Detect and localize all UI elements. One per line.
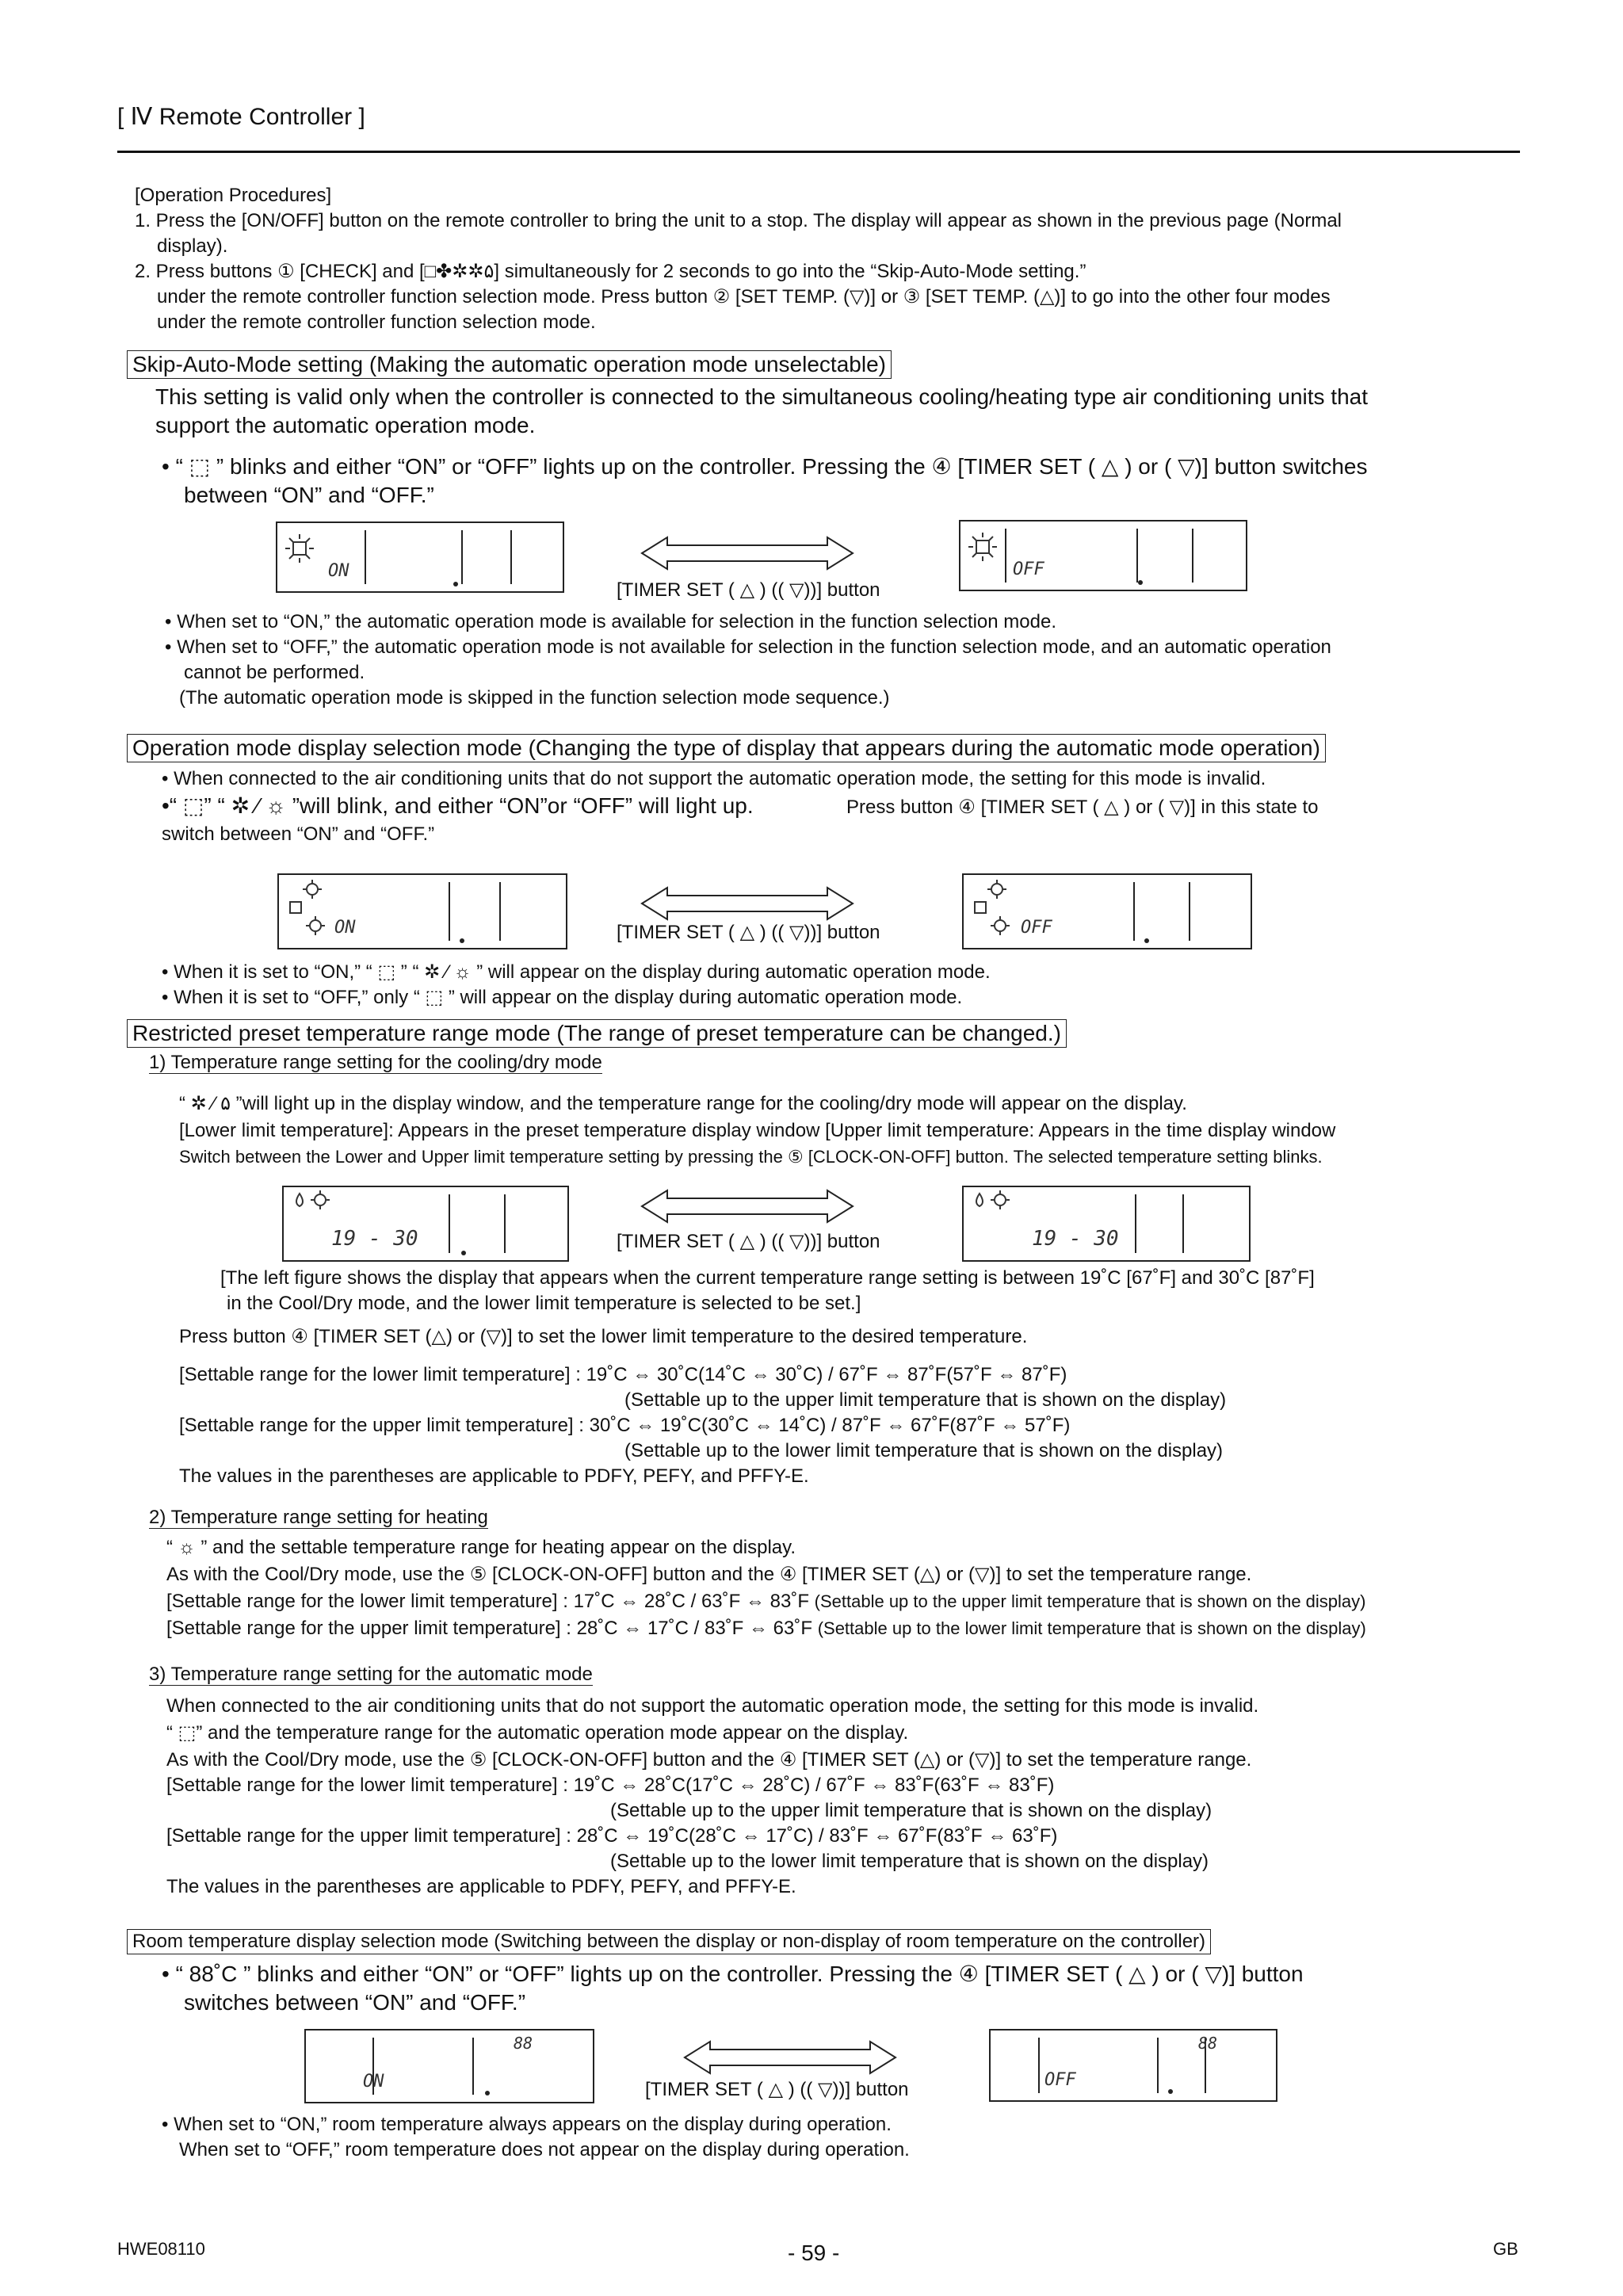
lcd-opmode-on: [277, 873, 567, 949]
cool-lower-range: [Settable range for the lower limit temperature] : 19˚C ⇔ 30˚C(14˚C ⇔ 30˚C) / 67˚F ⇔ 87˚F(57˚F ⇔ 87˚F): [179, 1364, 1067, 1385]
footer-doc-code: HWE08110: [117, 2239, 205, 2259]
restricted-line-3: Switch between the Lower and Upper limit temperature setting by pressing the ⑤ [CLOCK-ON-OFF] button. The selected temperature setting blinks.: [179, 1147, 1323, 1167]
room-temp-bullet-a: • “ 88˚C ” blinks and either “ON” or “OFF” lights up on the controller. Pressing the ④ [TIMER SET ( △ ) or ( ▽)] button: [162, 1962, 1304, 1986]
restricted-line-2: [Lower limit temperature]: Appears in the preset temperature display window [Upper limit temperature: Appears in the time display window: [179, 1120, 1336, 1141]
heat-line-1: “ ☼ ” and the settable temperature range for heating appear on the display.: [166, 1537, 796, 1558]
lcd-display-on: [276, 521, 564, 593]
auto-lower-range-note: (Settable up to the upper limit temperature that is shown on the display): [610, 1800, 1212, 1821]
heat-cool-auto-icon: [968, 878, 1016, 943]
footer-region: GB: [1493, 2239, 1518, 2259]
lcd-room-on-text: ON: [363, 2072, 384, 2092]
lcd-room-off: [989, 2029, 1277, 2102]
heat-line-2: As with the Cool/Dry mode, use the ⑤ [CLOCK-ON-OFF] button and the ④ [TIMER SET (△) or (▽)] to set the temperature range.: [166, 1564, 1252, 1585]
lcd-room-on: [304, 2029, 594, 2103]
lcd-room-temp-text: 88: [1198, 2034, 1218, 2053]
restricted-line-1: “ ✲ ⁄ ۵ ”will light up in the display window, and the temperature range for the cooling/dry mode will appear on the display.: [179, 1093, 1187, 1114]
auto-values-note: The values in the parentheses are applicable to PDFY, PEFY, and PFFY-E.: [166, 1876, 796, 1897]
switch-arrow: [683, 2040, 897, 2075]
auto-upper-range-note: (Settable up to the lower limit temperature that is shown on the display): [610, 1851, 1209, 1872]
op-mode-line-2a: •“ ⬚” “ ✲ ⁄ ☼ ”will blink, and either “ON”or “OFF” will light up.: [162, 793, 754, 818]
op-mode-line-3: switch between “ON” and “OFF.”: [162, 823, 435, 845]
room-temp-bullet-b: switches between “ON” and “OFF.”: [184, 1990, 526, 2015]
cool-lower-range-note: (Settable up to the upper limit temperature that is shown on the display): [624, 1389, 1227, 1411]
room-temp-note-2: When set to “OFF,” room temperature does not appear on the display during operation.: [179, 2139, 910, 2160]
auto-line-2: “ ⬚” and the temperature range for the automatic operation mode appear on the display.: [166, 1722, 909, 1744]
switch-arrow: [640, 536, 854, 571]
lcd-on-text: ON: [328, 561, 349, 581]
step-1-line-b: display).: [157, 235, 228, 257]
skip-auto-bullet-a: • “ ⬚ ” blinks and either “ON” or “OFF” lights up on the controller. Pressing the ④ [TIMER SET ( △ ) or ( ▽)] button switches: [162, 454, 1368, 479]
op-mode-line-2b: Press button ④ [TIMER SET ( △ ) or ( ▽)] in this state to: [846, 797, 1319, 818]
auto-lower-range: [Settable range for the lower limit temperature] : 19˚C ⇔ 28˚C(17˚C ⇔ 28˚C) / 67˚F ⇔ 83˚F(63˚F ⇔ 83˚F): [166, 1775, 1055, 1796]
timer-set-label-4: [TIMER SET ( △ ) (( ▽))] button: [645, 2079, 909, 2100]
heat-lower-range: [Settable range for the lower limit temperature] : 17˚C ⇔ 28˚C / 63˚F ⇔ 83˚F (Settable up to the upper limit temperature that is shown on the display): [166, 1591, 1366, 1612]
cool-upper-range-note: (Settable up to the lower limit temperature that is shown on the display): [624, 1440, 1224, 1461]
skip-auto-note-2a: • When set to “OFF,” the automatic operation mode is not available for selection in the function selection mode, and an automatic operation: [165, 636, 1331, 658]
skip-auto-note-2b: cannot be performed.: [184, 662, 365, 683]
op-mode-note-1: • When connected to the air conditioning units that do not support the automatic operation mode, the setting for this mode is invalid.: [162, 768, 1266, 789]
lcd-display-off: [959, 520, 1247, 591]
timer-set-label-2: [TIMER SET ( △ ) (( ▽))] button: [617, 922, 880, 943]
lcd-range-right: [962, 1186, 1251, 1262]
skip-auto-bullet-b: between “ON” and “OFF.”: [184, 483, 434, 507]
switch-arrow: [640, 886, 854, 921]
auto-line-3: As with the Cool/Dry mode, use the ⑤ [CLOCK-ON-OFF] button and the ④ [TIMER SET (△) or (▽)] to set the temperature range.: [166, 1749, 1252, 1771]
heat-cool-auto-icon: [284, 878, 331, 943]
footer-page-number: - 59 -: [788, 2241, 840, 2265]
auto-line-1: When connected to the air conditioning units that do not support the automatic operation mode, the setting for this mode is invalid.: [166, 1695, 1259, 1717]
press-button-line: Press button ④ [TIMER SET (△) or (▽)] to set the lower limit temperature to the desired temperature.: [179, 1326, 1028, 1347]
lcd-opmode-off: [962, 873, 1252, 949]
lcd-range-left-text: 19 - 30: [331, 1227, 418, 1251]
skip-auto-note-1: • When set to “ON,” the automatic operation mode is available for selection in the function selection mode.: [165, 611, 1056, 632]
room-temp-note-1: • When set to “ON,” room temperature always appears on the display during operation.: [162, 2114, 892, 2135]
auto-upper-range: [Settable range for the upper limit temperature] : 28˚C ⇔ 19˚C(28˚C ⇔ 17˚C) / 83˚F ⇔ 67˚F(83˚F ⇔ 63˚F): [166, 1825, 1058, 1847]
step-2-line-b: under the remote controller function selection mode. Press button ② [SET TEMP. (▽)] or ③ [SET TEMP. (△)] to go into the other four modes: [157, 286, 1331, 308]
auto-mode-icon: [284, 533, 315, 564]
skip-auto-desc-2: support the automatic operation mode.: [155, 413, 536, 437]
procedures-heading: [Operation Procedures]: [135, 185, 332, 206]
cool-upper-range: [Settable range for the upper limit temperature] : 30˚C ⇔ 19˚C(30˚C ⇔ 14˚C) / 87˚F ⇔ 67˚F(87˚F ⇔ 57˚F): [179, 1415, 1071, 1436]
page-header-title: [ Ⅳ Remote Controller ]: [117, 104, 365, 130]
header-rule: [117, 151, 1520, 153]
op-mode-title: Operation mode display selection mode (Changing the type of display that appears during the automatic mode operation): [127, 734, 1326, 762]
lcd-room-off-text: OFF: [1044, 2070, 1076, 2090]
restricted-sub-3: 3) Temperature range setting for the automatic mode: [149, 1664, 593, 1685]
figure-note-b: in the Cool/Dry mode, and the lower limit temperature is selected to be set.]: [227, 1293, 861, 1314]
skip-auto-desc-1: This setting is valid only when the controller is connected to the simultaneous cooling/heating type air conditioning units that: [155, 384, 1369, 409]
restricted-title: Restricted preset temperature range mode (The range of preset temperature can be changed.): [127, 1019, 1067, 1048]
cool-dry-icon: [968, 1189, 1016, 1221]
restricted-sub-1: 1) Temperature range setting for the cooling/dry mode: [149, 1052, 602, 1073]
auto-mode-icon: [967, 531, 999, 563]
heat-upper-range: [Settable range for the upper limit temperature] : 28˚C ⇔ 17˚C / 83˚F ⇔ 63˚F (Settable up to the lower limit temperature that is shown on the display): [166, 1618, 1366, 1639]
room-temp-title: Room temperature display selection mode (Switching between the display or non-display of room temperature on the controller): [127, 1929, 1211, 1954]
restricted-sub-2: 2) Temperature range setting for heating: [149, 1507, 488, 1528]
lcd-range-right-text: 19 - 30: [1032, 1227, 1119, 1251]
step-2-line-a: 2. Press buttons ① [CHECK] and [□✤✲✲۵] simultaneously for 2 seconds to go into the “Skip-Auto-Mode setting.”: [135, 261, 1086, 282]
figure-note-a: [The left figure shows the display that appears when the current temperature range setting is between 19˚C [67˚F] and 30˚C [87˚F]: [220, 1267, 1315, 1289]
timer-set-label-1: [TIMER SET ( △ ) (( ▽))] button: [617, 579, 880, 601]
lcd-room-temp-text: 88: [514, 2034, 533, 2053]
cool-values-note: The values in the parentheses are applicable to PDFY, PEFY, and PFFY-E.: [179, 1465, 809, 1487]
op-mode-note-3: • When it is set to “OFF,” only “ ⬚ ” will appear on the display during automatic operation mode.: [162, 987, 963, 1008]
step-2-line-c: under the remote controller function selection mode.: [157, 311, 596, 333]
switch-arrow: [640, 1189, 854, 1224]
lcd-opmode-on-text: ON: [334, 918, 356, 938]
skip-auto-note-3: (The automatic operation mode is skipped in the function selection mode sequence.): [179, 687, 890, 709]
lcd-opmode-off-text: OFF: [1021, 918, 1052, 938]
step-1-line-a: 1. Press the [ON/OFF] button on the remote controller to bring the unit to a stop. The display will appear as shown in the previous page (Normal: [135, 210, 1342, 231]
cool-dry-icon: [288, 1189, 336, 1221]
lcd-range-left: [282, 1186, 569, 1262]
lcd-off-text: OFF: [1013, 560, 1044, 579]
skip-auto-title: Skip-Auto-Mode setting (Making the automatic operation mode unselectable): [127, 350, 892, 379]
timer-set-label-3: [TIMER SET ( △ ) (( ▽))] button: [617, 1231, 880, 1252]
op-mode-note-2: • When it is set to “ON,” “ ⬚ ” “ ✲ ⁄ ☼ ” will appear on the display during automatic operation mode.: [162, 961, 991, 983]
